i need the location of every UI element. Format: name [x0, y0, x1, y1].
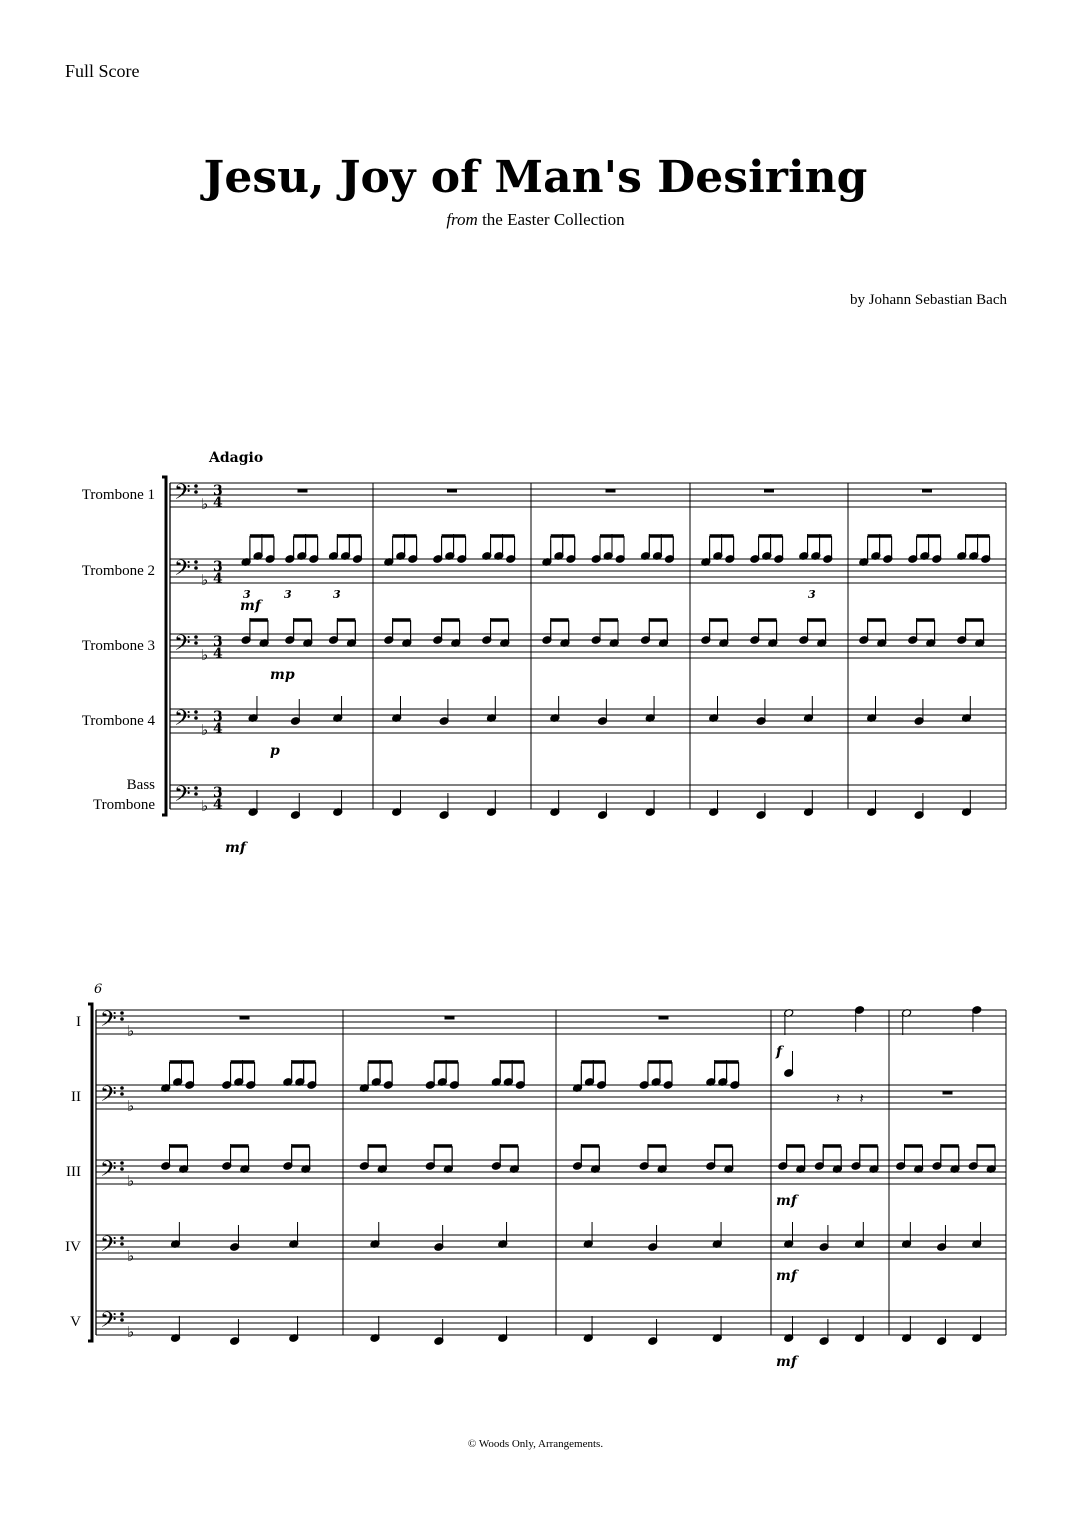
- clef-dot: [120, 1236, 124, 1240]
- flat-sign: ♭: [127, 1172, 135, 1190]
- bass-clef: 𝄢: [174, 480, 191, 510]
- flat-sign: ♭: [201, 571, 209, 589]
- time-sig-bottom: 4: [213, 646, 223, 662]
- dynamic-mark: p: [270, 743, 280, 759]
- clef-dot: [120, 1017, 124, 1021]
- bass-clef: 𝄢: [100, 1082, 117, 1112]
- flat-sign: ♭: [201, 646, 209, 664]
- measure-rest: [922, 489, 932, 493]
- subtitle-collection: the Easter Collection: [482, 210, 625, 229]
- piece-title: Jesu, Joy of Man's Desiring: [203, 152, 868, 203]
- clef-dot: [194, 716, 198, 720]
- bass-clef: 𝄢: [174, 631, 191, 661]
- system-bracket: [88, 1004, 92, 1341]
- measure-rest: [659, 1016, 669, 1020]
- flat-sign: ♭: [201, 495, 209, 513]
- flat-sign: ♭: [201, 721, 209, 739]
- measure-rest: [240, 1016, 250, 1020]
- flat-sign: ♭: [127, 1247, 135, 1265]
- bass-clef: 𝄢: [100, 1232, 117, 1262]
- clef-dot: [120, 1086, 124, 1090]
- tuplet-number: 3: [333, 588, 341, 601]
- system-1: [162, 477, 1006, 856]
- clef-dot: [194, 710, 198, 714]
- measure-rest: [943, 1091, 953, 1095]
- clef-dot: [120, 1318, 124, 1322]
- clef-dot: [120, 1011, 124, 1015]
- measure-rest: [298, 489, 308, 493]
- measure-rest: [447, 489, 457, 493]
- bass-clef: 𝄢: [100, 1308, 117, 1338]
- system-2: [88, 1004, 1006, 1370]
- time-sig-top: 3: [213, 634, 223, 650]
- time-sig-bottom: 4: [213, 495, 223, 511]
- flat-sign: ♭: [201, 797, 209, 815]
- flat-sign: ♭: [127, 1097, 135, 1115]
- bass-trombone-line2: Trombone: [93, 797, 155, 813]
- dynamic-mark: mf: [776, 1354, 797, 1370]
- full-score-label: Full Score: [65, 61, 140, 81]
- tuplet-number: 3: [284, 588, 292, 601]
- dynamic-mark: mf: [776, 1268, 797, 1284]
- instrument-name-trombone-3: Trombone 3: [81, 638, 155, 654]
- dynamic-mark: f: [776, 1044, 783, 1060]
- dynamic-mark: mf: [225, 840, 246, 856]
- dynamic-mark: mp: [270, 667, 295, 683]
- tuplet-number: 3: [243, 588, 251, 601]
- bass-clef: 𝄢: [174, 782, 191, 812]
- quarter-rest: 𝄽: [859, 1091, 864, 1107]
- clef-dot: [194, 560, 198, 564]
- bass-clef: 𝄢: [100, 1007, 117, 1037]
- instrument-abbr-iv: IV: [65, 1239, 81, 1255]
- time-sig-bottom: 4: [213, 797, 223, 813]
- dynamic-mark: mf: [240, 598, 261, 614]
- bass-clef: 𝄢: [100, 1157, 117, 1187]
- subtitle-from: from: [446, 210, 478, 229]
- instrument-abbr-i: I: [76, 1014, 81, 1030]
- time-sig-bottom: 4: [213, 721, 223, 737]
- instrument-name-trombone-4: Trombone 4: [81, 713, 155, 729]
- clef-dot: [194, 484, 198, 488]
- measure-number-6: 6: [94, 982, 103, 997]
- clef-dot: [194, 792, 198, 796]
- instrument-abbr-ii: II: [71, 1089, 81, 1105]
- clef-dot: [194, 786, 198, 790]
- copyright-notice: © Woods Only, Arrangements.: [467, 1438, 604, 1450]
- clef-dot: [120, 1092, 124, 1096]
- bass-clef: 𝄢: [174, 556, 191, 586]
- time-sig-top: 3: [213, 785, 223, 801]
- flat-sign: ♭: [127, 1323, 135, 1341]
- system-bracket: [162, 477, 166, 815]
- time-sig-top: 3: [213, 483, 223, 499]
- clef-dot: [120, 1312, 124, 1316]
- time-sig-bottom: 4: [213, 571, 223, 587]
- flat-sign: ♭: [127, 1022, 135, 1040]
- tuplet-number: 3: [808, 588, 816, 601]
- measure-rest: [764, 489, 774, 493]
- clef-dot: [120, 1161, 124, 1165]
- bass-clef: 𝄢: [174, 706, 191, 736]
- clef-dot: [194, 641, 198, 645]
- bass-trombone-line1: Bass: [126, 777, 155, 793]
- clef-dot: [194, 490, 198, 494]
- measure-rest: [445, 1016, 455, 1020]
- tempo-marking: Adagio: [209, 450, 264, 466]
- quarter-rest: 𝄽: [835, 1091, 841, 1107]
- instrument-name-trombone-1: Trombone 1: [81, 487, 155, 503]
- clef-dot: [120, 1167, 124, 1171]
- time-sig-top: 3: [213, 559, 223, 575]
- clef-dot: [120, 1242, 124, 1246]
- time-sig-top: 3: [213, 709, 223, 725]
- clef-dot: [194, 566, 198, 570]
- composer-credit: by Johann Sebastian Bach: [849, 292, 1007, 308]
- dynamic-mark: mf: [776, 1193, 797, 1209]
- instrument-abbr-v: V: [70, 1314, 81, 1330]
- instrument-abbr-iii: III: [66, 1164, 81, 1180]
- measure-rest: [606, 489, 616, 493]
- clef-dot: [194, 635, 198, 639]
- instrument-name-trombone-2: Trombone 2: [81, 563, 155, 579]
